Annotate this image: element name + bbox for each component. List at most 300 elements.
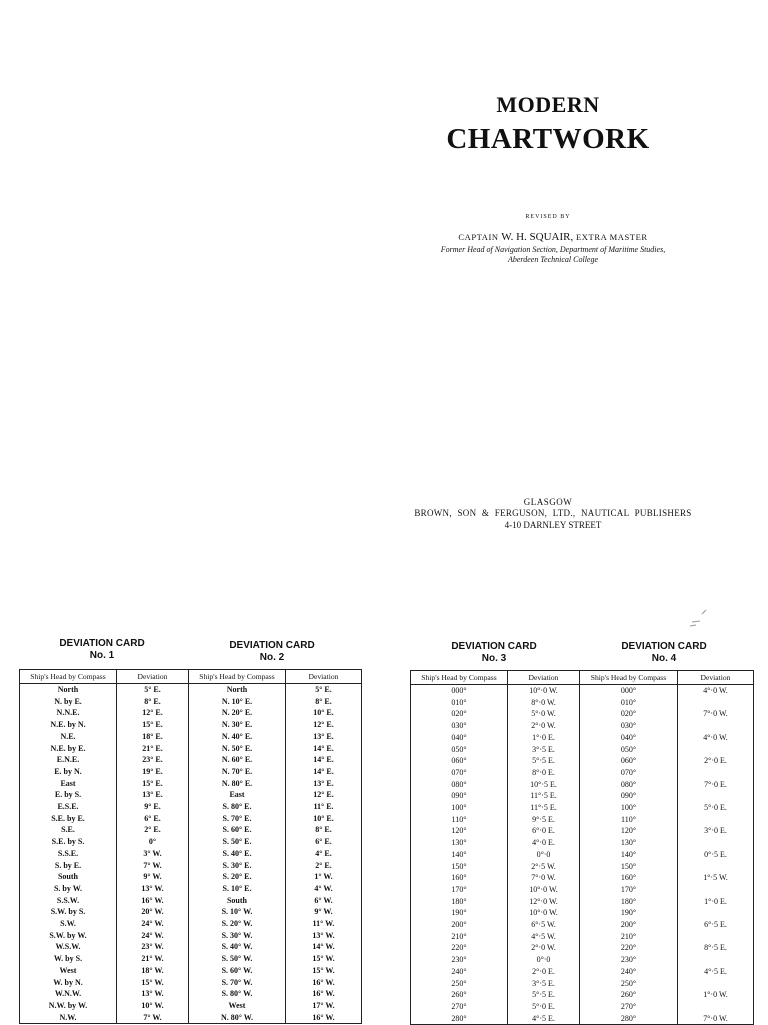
heading-cell: East [20, 778, 117, 790]
heading-cell: S. by E. [20, 860, 117, 872]
author-name: W. H. SQUAIR, [501, 231, 574, 243]
deviation-cell: 6°·5 E. [678, 919, 754, 931]
deviation-cell [678, 790, 754, 802]
card-1-title: DEVIATION CARD [59, 638, 145, 649]
table-row [20, 930, 362, 942]
deviation-cell: 4°·0 E. [508, 837, 580, 849]
deviation-cell: 5°·0 E. [678, 802, 754, 814]
deviation-cell: 13° E. [286, 731, 362, 743]
table-row [411, 919, 754, 931]
deviation-cell: 7°·0 W. [678, 1013, 754, 1025]
pencil-mark-icon [686, 606, 714, 628]
card-1-heading [40, 638, 164, 662]
heading-cell: 130° [411, 837, 508, 849]
author-line [410, 231, 696, 243]
heading-cell: 180° [411, 896, 508, 908]
heading-cell: N.E. [20, 731, 117, 743]
deviation-cell: 16° W. [286, 977, 362, 989]
heading-cell: 070° [411, 767, 508, 779]
heading-cell: 010° [580, 697, 678, 709]
title-line-1: MODERN [496, 92, 600, 117]
deviation-cell: 8° E. [286, 824, 362, 836]
heading-cell: 030° [411, 720, 508, 732]
heading-cell: 010° [411, 697, 508, 709]
deviation-cell: 9°·5 E. [508, 814, 580, 826]
heading-cell: W.N.W. [20, 988, 117, 1000]
heading-cell: 080° [411, 779, 508, 791]
table-row [411, 966, 754, 978]
heading-cell: S. 30° E. [189, 860, 286, 872]
deviation-cell: 13° E. [117, 789, 189, 801]
deviation-cell: 0°·5 E. [678, 849, 754, 861]
deviation-cell: 24° W. [117, 918, 189, 930]
deviation-cell: 21° W. [117, 953, 189, 965]
deviation-cell: 3° W. [117, 848, 189, 860]
deviation-cell: 15° E. [117, 719, 189, 731]
heading-cell: 050° [580, 744, 678, 756]
column-header-heading: Ship's Head by Compass [189, 670, 286, 684]
heading-cell: West [20, 965, 117, 977]
deviation-cell: 12° E. [286, 789, 362, 801]
table-row [411, 767, 754, 779]
deviation-cell: 15° W. [117, 977, 189, 989]
deviation-cell: 12° E. [117, 707, 189, 719]
heading-cell: 150° [580, 861, 678, 873]
table-row [411, 744, 754, 756]
deviation-cell: 2°·0 E. [508, 966, 580, 978]
table-row [411, 732, 754, 744]
heading-cell: N.E. by N. [20, 719, 117, 731]
deviation-cell: 20° W. [117, 906, 189, 918]
deviation-cell: 18° E. [117, 731, 189, 743]
heading-cell: East [189, 789, 286, 801]
deviation-cell: 5°·0 W. [508, 708, 580, 720]
heading-cell: 020° [411, 708, 508, 720]
table-header-row [20, 670, 362, 684]
heading-cell: N. 70° E. [189, 766, 286, 778]
deviation-cell: 5° E. [286, 684, 362, 696]
deviation-cell: 12°·0 W. [508, 896, 580, 908]
table-row [411, 1013, 754, 1025]
deviation-cell: 10°·0 W. [508, 884, 580, 896]
heading-cell: N.N.E. [20, 707, 117, 719]
deviation-cell: 11°·5 E. [508, 802, 580, 814]
deviation-table-cards-3-4 [410, 670, 754, 1025]
deviation-cell: 3°·0 E. [678, 825, 754, 837]
heading-cell: E.N.E. [20, 754, 117, 766]
heading-cell: West [189, 1000, 286, 1012]
affiliation-line-1: Former Head of Navigation Section, Department of Maritime Studies, [440, 245, 666, 254]
deviation-cell [678, 767, 754, 779]
heading-cell: 220° [411, 942, 508, 954]
card-3-title: DEVIATION CARD [451, 641, 537, 652]
heading-cell: 200° [580, 919, 678, 931]
deviation-cell: 4°·5 W. [508, 931, 580, 943]
deviation-cell: 6° W. [286, 895, 362, 907]
deviation-cell: 11° E. [286, 801, 362, 813]
heading-cell: 060° [580, 755, 678, 767]
deviation-cell: 3°·5 E. [508, 978, 580, 990]
heading-cell: 030° [580, 720, 678, 732]
table-row [20, 743, 362, 755]
deviation-cell: 3°·5 E. [508, 744, 580, 756]
table-row [20, 696, 362, 708]
table-row [411, 685, 754, 697]
heading-cell: S. 40° E. [189, 848, 286, 860]
heading-cell: 090° [580, 790, 678, 802]
deviation-cell: 5°·5 E. [508, 755, 580, 767]
deviation-cell: 2°·5 W. [508, 861, 580, 873]
table-row [20, 988, 362, 1000]
card-4-number: No. 4 [651, 653, 677, 664]
deviation-cell: 15° W. [286, 965, 362, 977]
deviation-cell: 9° W. [117, 871, 189, 883]
heading-cell: 100° [580, 802, 678, 814]
heading-cell: S. 50° W. [189, 953, 286, 965]
heading-cell: S. 40° W. [189, 941, 286, 953]
table-row [20, 778, 362, 790]
table-row [20, 801, 362, 813]
deviation-cell: 11°·5 E. [508, 790, 580, 802]
deviation-cell: 7° W. [117, 1012, 189, 1024]
heading-cell: 160° [411, 872, 508, 884]
column-header-deviation: Deviation [508, 671, 580, 685]
heading-cell: 070° [580, 767, 678, 779]
heading-cell: N.W. [20, 1012, 117, 1024]
deviation-cell: 14° W. [286, 941, 362, 953]
heading-cell: N. 30° E. [189, 719, 286, 731]
heading-cell: South [189, 895, 286, 907]
deviation-cell: 4° E. [286, 848, 362, 860]
heading-cell: W. by N. [20, 977, 117, 989]
deviation-cell: 1° W. [286, 871, 362, 883]
column-header-heading: Ship's Head by Compass [411, 671, 508, 685]
deviation-cell [678, 697, 754, 709]
deviation-cell: 5° E. [117, 684, 189, 696]
heading-cell: 020° [580, 708, 678, 720]
heading-cell: 130° [580, 837, 678, 849]
deviation-cell: 12° E. [286, 719, 362, 731]
table-row [411, 697, 754, 709]
heading-cell: 250° [580, 978, 678, 990]
deviation-cell: 4°·0 W. [678, 732, 754, 744]
card-4-title: DEVIATION CARD [621, 641, 707, 652]
table-row [20, 848, 362, 860]
author-prefix: CAPTAIN [458, 232, 499, 242]
deviation-cell: 13° W. [286, 930, 362, 942]
deviation-cell: 6°·0 E. [508, 825, 580, 837]
deviation-cell: 11° W. [286, 918, 362, 930]
deviation-cell: 10°·0 W. [508, 907, 580, 919]
table-row [411, 755, 754, 767]
deviation-cell: 1°·0 E. [508, 732, 580, 744]
heading-cell: 140° [580, 849, 678, 861]
heading-cell: S. 20° E. [189, 871, 286, 883]
author-suffix: EXTRA MASTER [576, 232, 648, 242]
card-2-number: No. 2 [259, 652, 285, 663]
table-row [411, 989, 754, 1001]
table-row [411, 942, 754, 954]
table-row [411, 849, 754, 861]
deviation-table-cards-1-2 [19, 669, 362, 1024]
deviation-cell [678, 814, 754, 826]
deviation-cell: 9° E. [117, 801, 189, 813]
heading-cell: 040° [411, 732, 508, 744]
card-3-number: No. 3 [481, 653, 507, 664]
heading-cell: 140° [411, 849, 508, 861]
revised-by-label: REVISED BY [525, 214, 571, 220]
table-row [411, 779, 754, 791]
deviation-cell: 2°·0 W. [508, 942, 580, 954]
heading-cell: 190° [580, 907, 678, 919]
heading-cell: 040° [580, 732, 678, 744]
deviation-cell: 7°·0 E. [678, 779, 754, 791]
table-row [20, 789, 362, 801]
deviation-cell: 2°·0 W. [508, 720, 580, 732]
deviation-cell [678, 884, 754, 896]
publisher-address: 4-10 DARNLEY STREET [504, 520, 602, 530]
table-row [411, 825, 754, 837]
heading-cell: N. 20° E. [189, 707, 286, 719]
deviation-cell: 18° W. [117, 965, 189, 977]
heading-cell: 080° [580, 779, 678, 791]
heading-cell: 240° [411, 966, 508, 978]
deviation-cell: 5°·5 E. [508, 989, 580, 1001]
table-row [20, 941, 362, 953]
heading-cell: S.S.W. [20, 895, 117, 907]
table-row [411, 907, 754, 919]
publisher-city: GLASGOW [523, 497, 573, 507]
heading-cell: S. 20° W. [189, 918, 286, 930]
table-row [411, 837, 754, 849]
heading-cell: 150° [411, 861, 508, 873]
heading-cell: 050° [411, 744, 508, 756]
heading-cell: 110° [580, 814, 678, 826]
column-header-deviation: Deviation [117, 670, 189, 684]
deviation-cell: 8° E. [286, 696, 362, 708]
deviation-cell: 6° E. [286, 836, 362, 848]
heading-cell: 270° [580, 1001, 678, 1013]
heading-cell: W.S.W. [20, 941, 117, 953]
deviation-cell [678, 931, 754, 943]
table-row [411, 861, 754, 873]
deviation-cell: 16° W. [286, 1012, 362, 1024]
heading-cell: S.W. by S. [20, 906, 117, 918]
table-row [20, 895, 362, 907]
table-row [20, 871, 362, 883]
deviation-cell: 7° W. [117, 860, 189, 872]
deviation-cell: 10° E. [286, 707, 362, 719]
heading-cell: N.W. by W. [20, 1000, 117, 1012]
column-header-deviation: Deviation [286, 670, 362, 684]
card-4-heading [602, 641, 726, 665]
deviation-cell [678, 907, 754, 919]
deviation-cell: 4°·0 W. [678, 685, 754, 697]
deviation-cell: 21° E. [117, 743, 189, 755]
deviation-cell: 15° E. [117, 778, 189, 790]
deviation-cell: 8°·0 W. [508, 697, 580, 709]
table-row [20, 977, 362, 989]
heading-cell: S.E. [20, 824, 117, 836]
table-row [20, 684, 362, 696]
heading-cell: S. 70° E. [189, 813, 286, 825]
table-row [20, 754, 362, 766]
affiliation-line-2: Aberdeen Technical College [507, 255, 599, 264]
deviation-cell: 5°·0 E. [508, 1001, 580, 1013]
table-row [20, 731, 362, 743]
deviation-cell: 7°·0 W. [508, 872, 580, 884]
publisher-name: BROWN, SON & FERGUSON, LTD., NAUTICAL PUBLISHERS [414, 508, 692, 518]
table-header-row [411, 671, 754, 685]
card-2-heading [210, 640, 334, 664]
heading-cell: N. 40° E. [189, 731, 286, 743]
heading-cell: 000° [580, 685, 678, 697]
deviation-cell: 2° E. [286, 860, 362, 872]
heading-cell: S. 70° W. [189, 977, 286, 989]
deviation-cell: 7°·0 W. [678, 708, 754, 720]
heading-cell: S. 60° E. [189, 824, 286, 836]
table-row [20, 860, 362, 872]
deviation-cell: 13° E. [286, 778, 362, 790]
table-row [411, 1001, 754, 1013]
heading-cell: 180° [580, 896, 678, 908]
deviation-cell: 23° W. [117, 941, 189, 953]
heading-cell: North [189, 684, 286, 696]
table-row [20, 965, 362, 977]
heading-cell: 260° [580, 989, 678, 1001]
deviation-cell: 13° W. [117, 883, 189, 895]
heading-cell: S.S.E. [20, 848, 117, 860]
table-row [20, 719, 362, 731]
table-row [411, 708, 754, 720]
table-row [20, 813, 362, 825]
heading-cell: N. 80° W. [189, 1012, 286, 1024]
heading-cell: S.W. [20, 918, 117, 930]
table-row [411, 872, 754, 884]
deviation-cell: 0°·0 [508, 954, 580, 966]
deviation-cell: 6° E. [117, 813, 189, 825]
deviation-cell [678, 954, 754, 966]
table-row [20, 707, 362, 719]
deviation-cell: 4° W. [286, 883, 362, 895]
deviation-cell: 16° W. [117, 895, 189, 907]
deviation-cell: 10°·5 E. [508, 779, 580, 791]
table-row [411, 884, 754, 896]
table-row [20, 918, 362, 930]
heading-cell: 120° [580, 825, 678, 837]
table-row [411, 814, 754, 826]
heading-cell: N. 50° E. [189, 743, 286, 755]
deviation-cell: 9° W. [286, 906, 362, 918]
heading-cell: S. by W. [20, 883, 117, 895]
heading-cell: S. 80° E. [189, 801, 286, 813]
heading-cell: N. 80° E. [189, 778, 286, 790]
title-line-2: CHARTWORK [446, 123, 650, 155]
table-row [411, 720, 754, 732]
heading-cell: S. 50° E. [189, 836, 286, 848]
heading-cell: N. 10° E. [189, 696, 286, 708]
deviation-cell: 14° E. [286, 743, 362, 755]
table-row [20, 1012, 362, 1024]
heading-cell: North [20, 684, 117, 696]
card-3-heading [432, 641, 556, 665]
deviation-cell: 10° W. [117, 1000, 189, 1012]
deviation-cell: 16° W. [286, 988, 362, 1000]
deviation-cell: 8°·0 E. [508, 767, 580, 779]
deviation-cell: 4°·5 E. [678, 966, 754, 978]
column-header-heading: Ship's Head by Compass [20, 670, 117, 684]
heading-cell: N. 60° E. [189, 754, 286, 766]
heading-cell: 220° [580, 942, 678, 954]
heading-cell: 230° [411, 954, 508, 966]
table-row [20, 953, 362, 965]
table-row [20, 836, 362, 848]
heading-cell: 260° [411, 989, 508, 1001]
card-1-number: No. 1 [89, 650, 115, 661]
heading-cell: 280° [411, 1013, 508, 1025]
table-row [20, 824, 362, 836]
author-affiliation [410, 245, 696, 265]
table-row [20, 1000, 362, 1012]
deviation-cell: 6°·5 W. [508, 919, 580, 931]
table-row [20, 766, 362, 778]
heading-cell: 210° [580, 931, 678, 943]
card-2-title: DEVIATION CARD [229, 640, 315, 651]
heading-cell: 120° [411, 825, 508, 837]
heading-cell: S. 60° W. [189, 965, 286, 977]
table-row [411, 978, 754, 990]
heading-cell: S. 30° W. [189, 930, 286, 942]
heading-cell: 210° [411, 931, 508, 943]
deviation-cell: 14° E. [286, 766, 362, 778]
table-row [411, 790, 754, 802]
deviation-cell: 1°·5 W. [678, 872, 754, 884]
table-row [411, 954, 754, 966]
heading-cell: 230° [580, 954, 678, 966]
heading-cell: 000° [411, 685, 508, 697]
deviation-cell: 23° E. [117, 754, 189, 766]
deviation-cell: 2°·0 E. [678, 755, 754, 767]
heading-cell: 240° [580, 966, 678, 978]
deviation-cell: 8° E. [117, 696, 189, 708]
deviation-cell [678, 720, 754, 732]
heading-cell: S. 80° W. [189, 988, 286, 1000]
table-row [20, 906, 362, 918]
heading-cell: S.E. by E. [20, 813, 117, 825]
column-header-heading: Ship's Head by Compass [580, 671, 678, 685]
deviation-cell [678, 861, 754, 873]
table-row [411, 896, 754, 908]
heading-cell: 090° [411, 790, 508, 802]
heading-cell: 280° [580, 1013, 678, 1025]
heading-cell: E.S.E. [20, 801, 117, 813]
table-row [411, 931, 754, 943]
table-row [411, 802, 754, 814]
heading-cell: 270° [411, 1001, 508, 1013]
heading-cell: E. by S. [20, 789, 117, 801]
heading-cell: S.E. by S. [20, 836, 117, 848]
heading-cell: 100° [411, 802, 508, 814]
heading-cell: S. 10° E. [189, 883, 286, 895]
table-row [20, 883, 362, 895]
heading-cell: N. by E. [20, 696, 117, 708]
heading-cell: 160° [580, 872, 678, 884]
deviation-cell: 0° [117, 836, 189, 848]
heading-cell: N.E. by E. [20, 743, 117, 755]
deviation-cell: 15° W. [286, 953, 362, 965]
deviation-cell: 1°·0 E. [678, 896, 754, 908]
deviation-cell: 17° W. [286, 1000, 362, 1012]
